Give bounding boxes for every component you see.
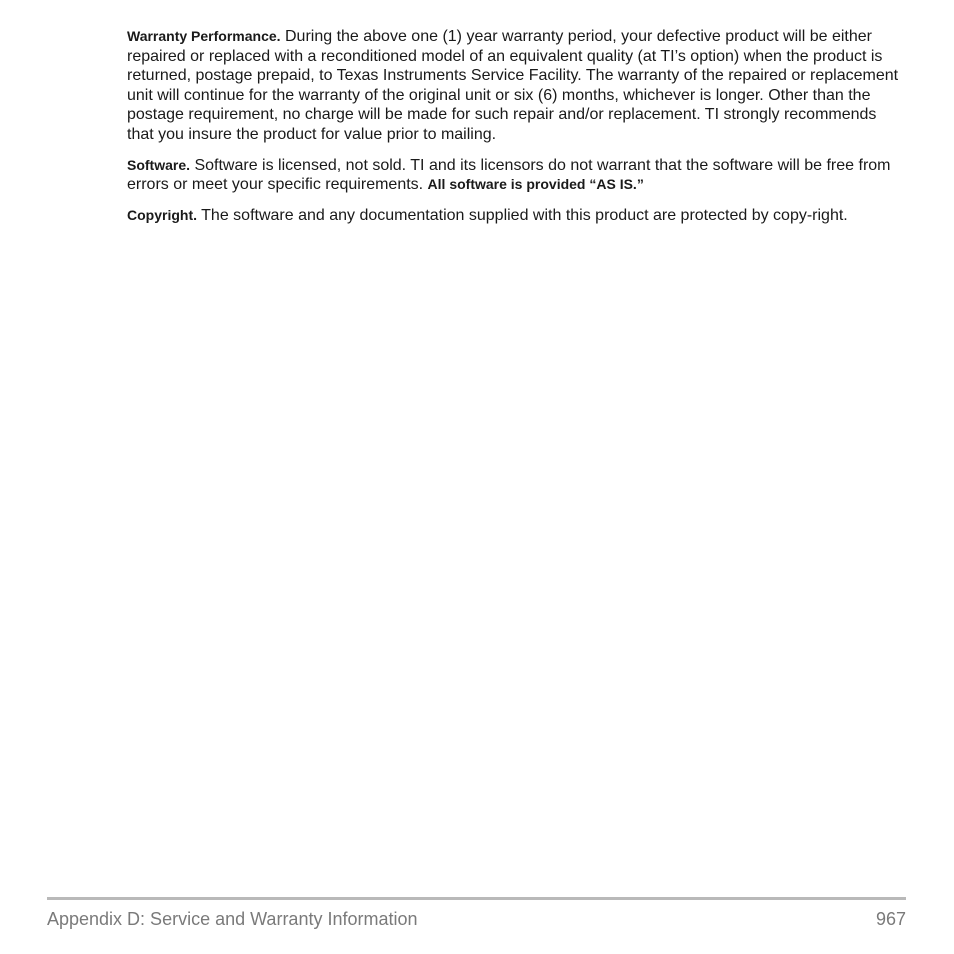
paragraph-emphasis: All software is provided “AS IS.” [427,176,644,193]
paragraph-text: The software and any documentation supplied with this product are protected by copy-right. [197,206,848,224]
footer-section-title: Appendix D: Service and Warranty Information [47,909,418,929]
page-footer [47,909,906,930]
paragraph-heading: Warranty Performance. [127,28,281,44]
paragraph-heading: Copyright. [127,206,197,223]
paragraph-software [127,156,907,195]
paragraph-text: Software is licensed, not sold. TI and its licensors do not warrant that the software will be free from errors or meet your specific requirements. [127,156,891,194]
paragraph-warranty-performance [127,27,907,145]
paragraph-text: During the above one (1) year warranty period, your defective product will be either repaired or replaced with a reconditioned model of an equivalent quality (at TI’s option) when the product is returned, postage prepaid, to Texas Instruments Service Facility. The warranty of the repaired or replacement unit will continue for the warranty of the original unit or six (6) months, whichever is longer. Other than the postage requirement, no charge will be made for such repair and/or replacement. TI strongly recommends that you insure the product for value prior to mailing. [127,28,899,143]
document-body [127,27,907,236]
paragraph-heading: Software. [127,156,191,173]
paragraph-copyright [127,206,907,226]
footer-divider [47,897,906,900]
page-number: 967 [875,909,906,929]
